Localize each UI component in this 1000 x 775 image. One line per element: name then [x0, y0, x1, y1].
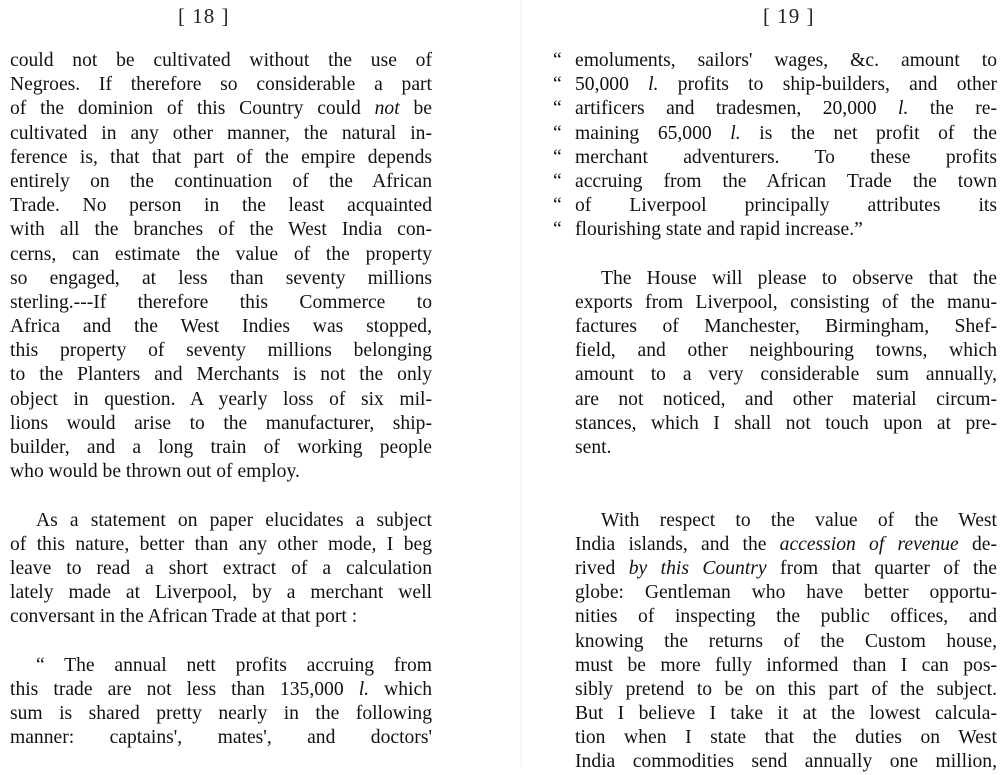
text-line: “ artificers and tradesmen, 20,000 l. the re-: [553, 97, 997, 121]
text-line: “ of Liverpool principally attributes its: [553, 194, 997, 218]
text-line: knowing the returns of the Custom house,: [575, 630, 997, 652]
text-line: leave to read a short extract of a calculation: [10, 557, 432, 579]
page-text: [553, 49, 998, 775]
quote-mark: [0, 678, 10, 702]
quote-mark: “: [553, 50, 562, 71]
quote-mark: “: [553, 122, 562, 144]
quote-mark: “: [553, 74, 562, 96]
quote-mark: “: [553, 219, 562, 241]
text-line: sterling.---If therefore this Commerce to: [10, 291, 432, 313]
text-line: But I believe I take it at the lowest calcula-: [575, 703, 997, 725]
text-line: “ maining 65,000 l. is the net profit of the: [553, 122, 997, 146]
text-line: are not noticed, and other material circum-: [575, 388, 997, 410]
text-line: lately made at Liverpool, by a merchant well: [10, 582, 432, 604]
text-line: “ flourishing state and rapid increase.”: [553, 218, 997, 242]
text-line: with all the branches of the West India con-: [10, 219, 432, 241]
text-line: who would be thrown out of employ.: [10, 461, 300, 483]
text-line: Trade. No person in the least acquainted: [10, 195, 432, 217]
text-line: factures of Manchester, Birmingham, Shef-: [575, 316, 997, 338]
quote-mark: “: [553, 195, 562, 217]
text-line: field, and other neighbouring towns, which: [575, 340, 997, 362]
text-line: so engaged, at less than seventy millions: [10, 267, 432, 289]
text-line: builder, and a long train of working people: [10, 437, 432, 458]
text-line: “ The annual nett profits accruing from: [36, 654, 432, 676]
text-line: entirely on the continuation of the African: [10, 170, 432, 192]
text-line: could not be cultivated without the use of: [10, 50, 432, 71]
text-line: As a statement on paper elucidates a subject: [36, 509, 432, 531]
page-number: [ 19 ]: [763, 4, 815, 28]
text-line: tion when I state that the duties on West: [575, 727, 997, 749]
text-line: rived by this Country from that quarter of the: [575, 557, 997, 579]
quote-mark: “: [553, 170, 562, 192]
text-line: manner: captains', mates', and doctors': [0, 726, 432, 750]
text-line: The House will please to observe that the: [601, 267, 997, 289]
text-line: conversant in the African Trade at that port :: [10, 606, 358, 628]
text-line: nities of inspecting the public offices, and: [575, 606, 997, 628]
text-line: of this nature, better than any other mode, I beg: [10, 533, 432, 555]
text-line: globe: Gentleman who have better opportu-: [575, 582, 997, 604]
quote-mark: “: [553, 98, 562, 120]
text-line: “ 50,000 l. profits to ship-builders, and other: [553, 73, 997, 97]
quote-mark: [0, 702, 10, 726]
page-fold: [520, 0, 522, 767]
quote-mark: [0, 726, 10, 750]
paragraph-gap: [10, 484, 432, 508]
text-line: “ accruing from the African Trade the town: [553, 170, 997, 194]
text-line: lions would arise to the manufacturer, ship-: [10, 412, 432, 434]
text-line: cultivated in any other manner, the natural in-: [10, 122, 432, 144]
page-number: [ 18 ]: [178, 4, 230, 28]
text-line: sibly pretend to be on this part of the subject.: [575, 678, 997, 700]
text-line: Africa and the West Indies was stopped,: [10, 316, 432, 338]
text-line: object in question. A yearly loss of six mil-: [10, 388, 432, 410]
text-line: India islands, and the accession of revenue de-: [575, 533, 997, 555]
text-line: “ emoluments, sailors' wages, &c. amount to: [553, 49, 997, 73]
text-line: sent.: [575, 437, 612, 458]
text-line: India commodities send annually one million,: [575, 751, 997, 773]
text-line: sum is shared pretty nearly in the following: [0, 702, 432, 726]
text-line: must be more fully informed than I can pos-: [575, 654, 997, 676]
paragraph-gap: [575, 243, 997, 267]
text-line: “ merchant adventurers. To these profits: [553, 146, 997, 170]
page-text: [10, 49, 432, 750]
text-line: amount to a very considerable sum annually,: [575, 364, 997, 386]
text-line: exports from Liverpool, consisting of the manu-: [575, 291, 997, 313]
text-line: Negroes. If therefore so considerable a part: [10, 74, 432, 96]
text-line: ference is, that that part of the empire depends: [10, 146, 432, 168]
text-line: With respect to the value of the West: [601, 509, 997, 531]
text-line: stances, which I shall not touch upon at pre-: [575, 412, 997, 434]
paragraph-gap: [575, 484, 997, 508]
quote-mark: “: [553, 146, 562, 168]
paragraph-gap: [575, 460, 997, 484]
text-line: this property of seventy millions belonging: [10, 340, 432, 362]
text-line: this trade are not less than 135,000 l. which: [0, 678, 432, 702]
text-line: to the Planters and Merchants is not the only: [10, 364, 432, 386]
paragraph-gap: [10, 630, 432, 654]
text-line: cerns, can estimate the value of the property: [10, 243, 432, 265]
text-line: of the dominion of this Country could not be: [10, 98, 432, 120]
